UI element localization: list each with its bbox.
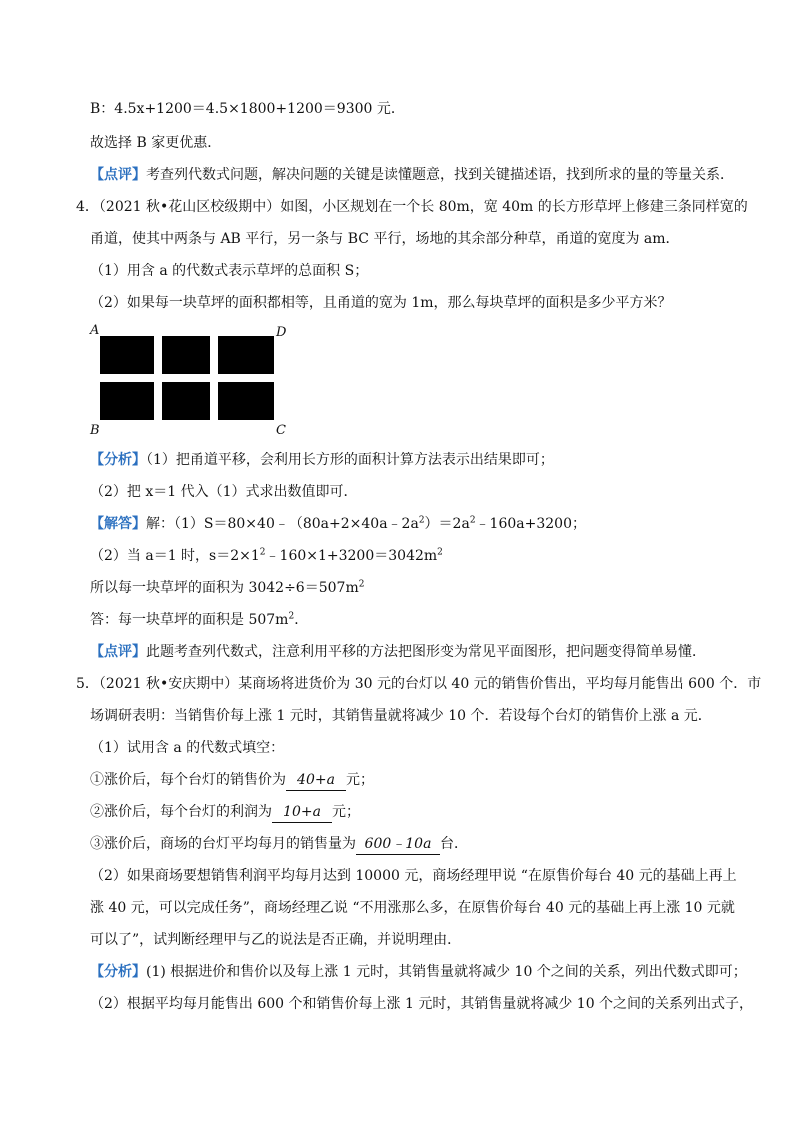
vertex-label-c: C <box>276 423 286 438</box>
blank-answer-1: 40+a <box>286 770 346 791</box>
answer-line-4: 答：每一块草坪的面积是 $507m^2$． <box>90 611 309 628</box>
answer-tag: 【解答】 <box>90 516 146 532</box>
answer-line-3: 所以每一块草坪的面积为 $3042\div 6=507m^2$ <box>90 579 365 596</box>
comment-tag: 【点评】 <box>90 644 146 660</box>
text-line: B：4.5x+1200＝4.5×1800+1200＝9300 元． <box>90 101 405 117</box>
analysis-text: （1）把甬道平移，会利用长方形的面积计算方法表示出结果即可； <box>146 452 554 468</box>
comment-tag: 【点评】 <box>90 167 146 183</box>
vertex-label-d: D <box>276 325 287 340</box>
vertical-path-1 <box>154 336 162 420</box>
analysis-line-4: （2）根据平均每月能售出 600 个和销售价每上涨 1 元时，其销售量就将减少 10 个之间的关系列出式子， <box>90 996 754 1012</box>
fill-blank-3: ③涨价后，商场的台灯平均每月的销售量为 600﹣10a 台． <box>90 834 468 855</box>
horizontal-path <box>100 374 274 382</box>
comment-text: 考查列代数式问题，解决问题的关键是读懂题意，找到关键描述语，找到所求的量的等量关系． <box>146 167 734 183</box>
vertex-label-a: A <box>90 323 100 338</box>
lawn-figure <box>86 322 296 438</box>
analysis-line-3 <box>90 962 747 982</box>
question-5-part-2-line-3: 可以了”，试判断经理甲与乙的说法是否正确，并说明理由． <box>90 932 462 948</box>
blank-answer-3: 600﹣10a <box>356 834 440 855</box>
comment-line-2 <box>90 642 706 662</box>
vertical-path-2 <box>210 336 218 420</box>
fill-blank-2: ②涨价后，每个台灯的利润为 10+a 元； <box>90 802 360 823</box>
question-4-part-2: （2）如果每一块草坪的面积都相等，且甬道的宽为 1m，那么每块草坪的面积是多少平方米？ <box>90 295 672 311</box>
question-5-line-1: 5．（2021 秋•安庆期中）某商场将进货价为 30 元的台灯以 40 元的销售价售出，平均每月能售出 600 个．市 <box>76 676 762 692</box>
analysis-text: (1) 根据进价和售价以及每上涨 1 元时，其销售量就将减少 10 个之间的关系，列出代数式即可； <box>146 964 747 980</box>
vertex-label-b: B <box>90 423 100 438</box>
question-5-part-1: （1）试用含 a 的代数式填空： <box>90 740 285 756</box>
blank-answer-2: 10+a <box>272 802 332 823</box>
question-5-part-2-line-2: 涨 40 元，可以完成任务”，商场经理乙说 “不用涨那么多，在原售价每台 40 元的基础上再上涨 10 元就 <box>90 900 735 916</box>
fill-blank-1: ①涨价后，每个台灯的销售价为 40+a 元； <box>90 770 374 791</box>
analysis-tag: 【分析】 <box>90 452 146 468</box>
comment-text: 此题考查列代数式，注意利用平移的方法把图形变为常见平面图形，把问题变得简单易懂． <box>146 644 706 660</box>
question-4-line-2: 甬道，使其中两条与 AB 平行，另一条与 BC 平行，场地的其余部分种草，甬道的宽度为 am． <box>90 231 680 247</box>
answer-line-2: （2）当 a＝1 时，$s=2\times 1^2﹣160\times 1+3200=3042m^2$ <box>90 547 443 564</box>
comment-line <box>90 165 734 185</box>
answer-line-1: 【解答】解：$(1)S=80\times 40﹣(80a+2\times 40a﹣2a^2)=2a^2﹣160a+3200$； <box>90 515 586 532</box>
analysis-line <box>90 450 554 470</box>
analysis-line-2: （2）把 x＝1 代入（1）式求出数值即可． <box>90 484 358 500</box>
question-5-part-2-line-1: （2）如果商场要想销售利润平均每月达到 10000 元，商场经理甲说 “在原售价每台 40 元的基础上再上 <box>90 868 737 884</box>
question-4-line-1: 4．（2021 秋•花山区校级期中）如图，小区规划在一个长 80m，宽 40m 的长方形草坪上修建三条同样宽的 <box>76 199 748 215</box>
question-4-part-1: （1）用含 a 的代数式表示草坪的总面积 S； <box>90 263 369 279</box>
question-5-line-2: 场调研表明：当销售价每上涨 1 元时，其销售量就将减少 10 个．若设每个台灯的销售价上涨 a 元． <box>90 708 712 724</box>
analysis-tag: 【分析】 <box>90 964 146 980</box>
text-line: 故选择 B 家更优惠． <box>90 135 222 151</box>
